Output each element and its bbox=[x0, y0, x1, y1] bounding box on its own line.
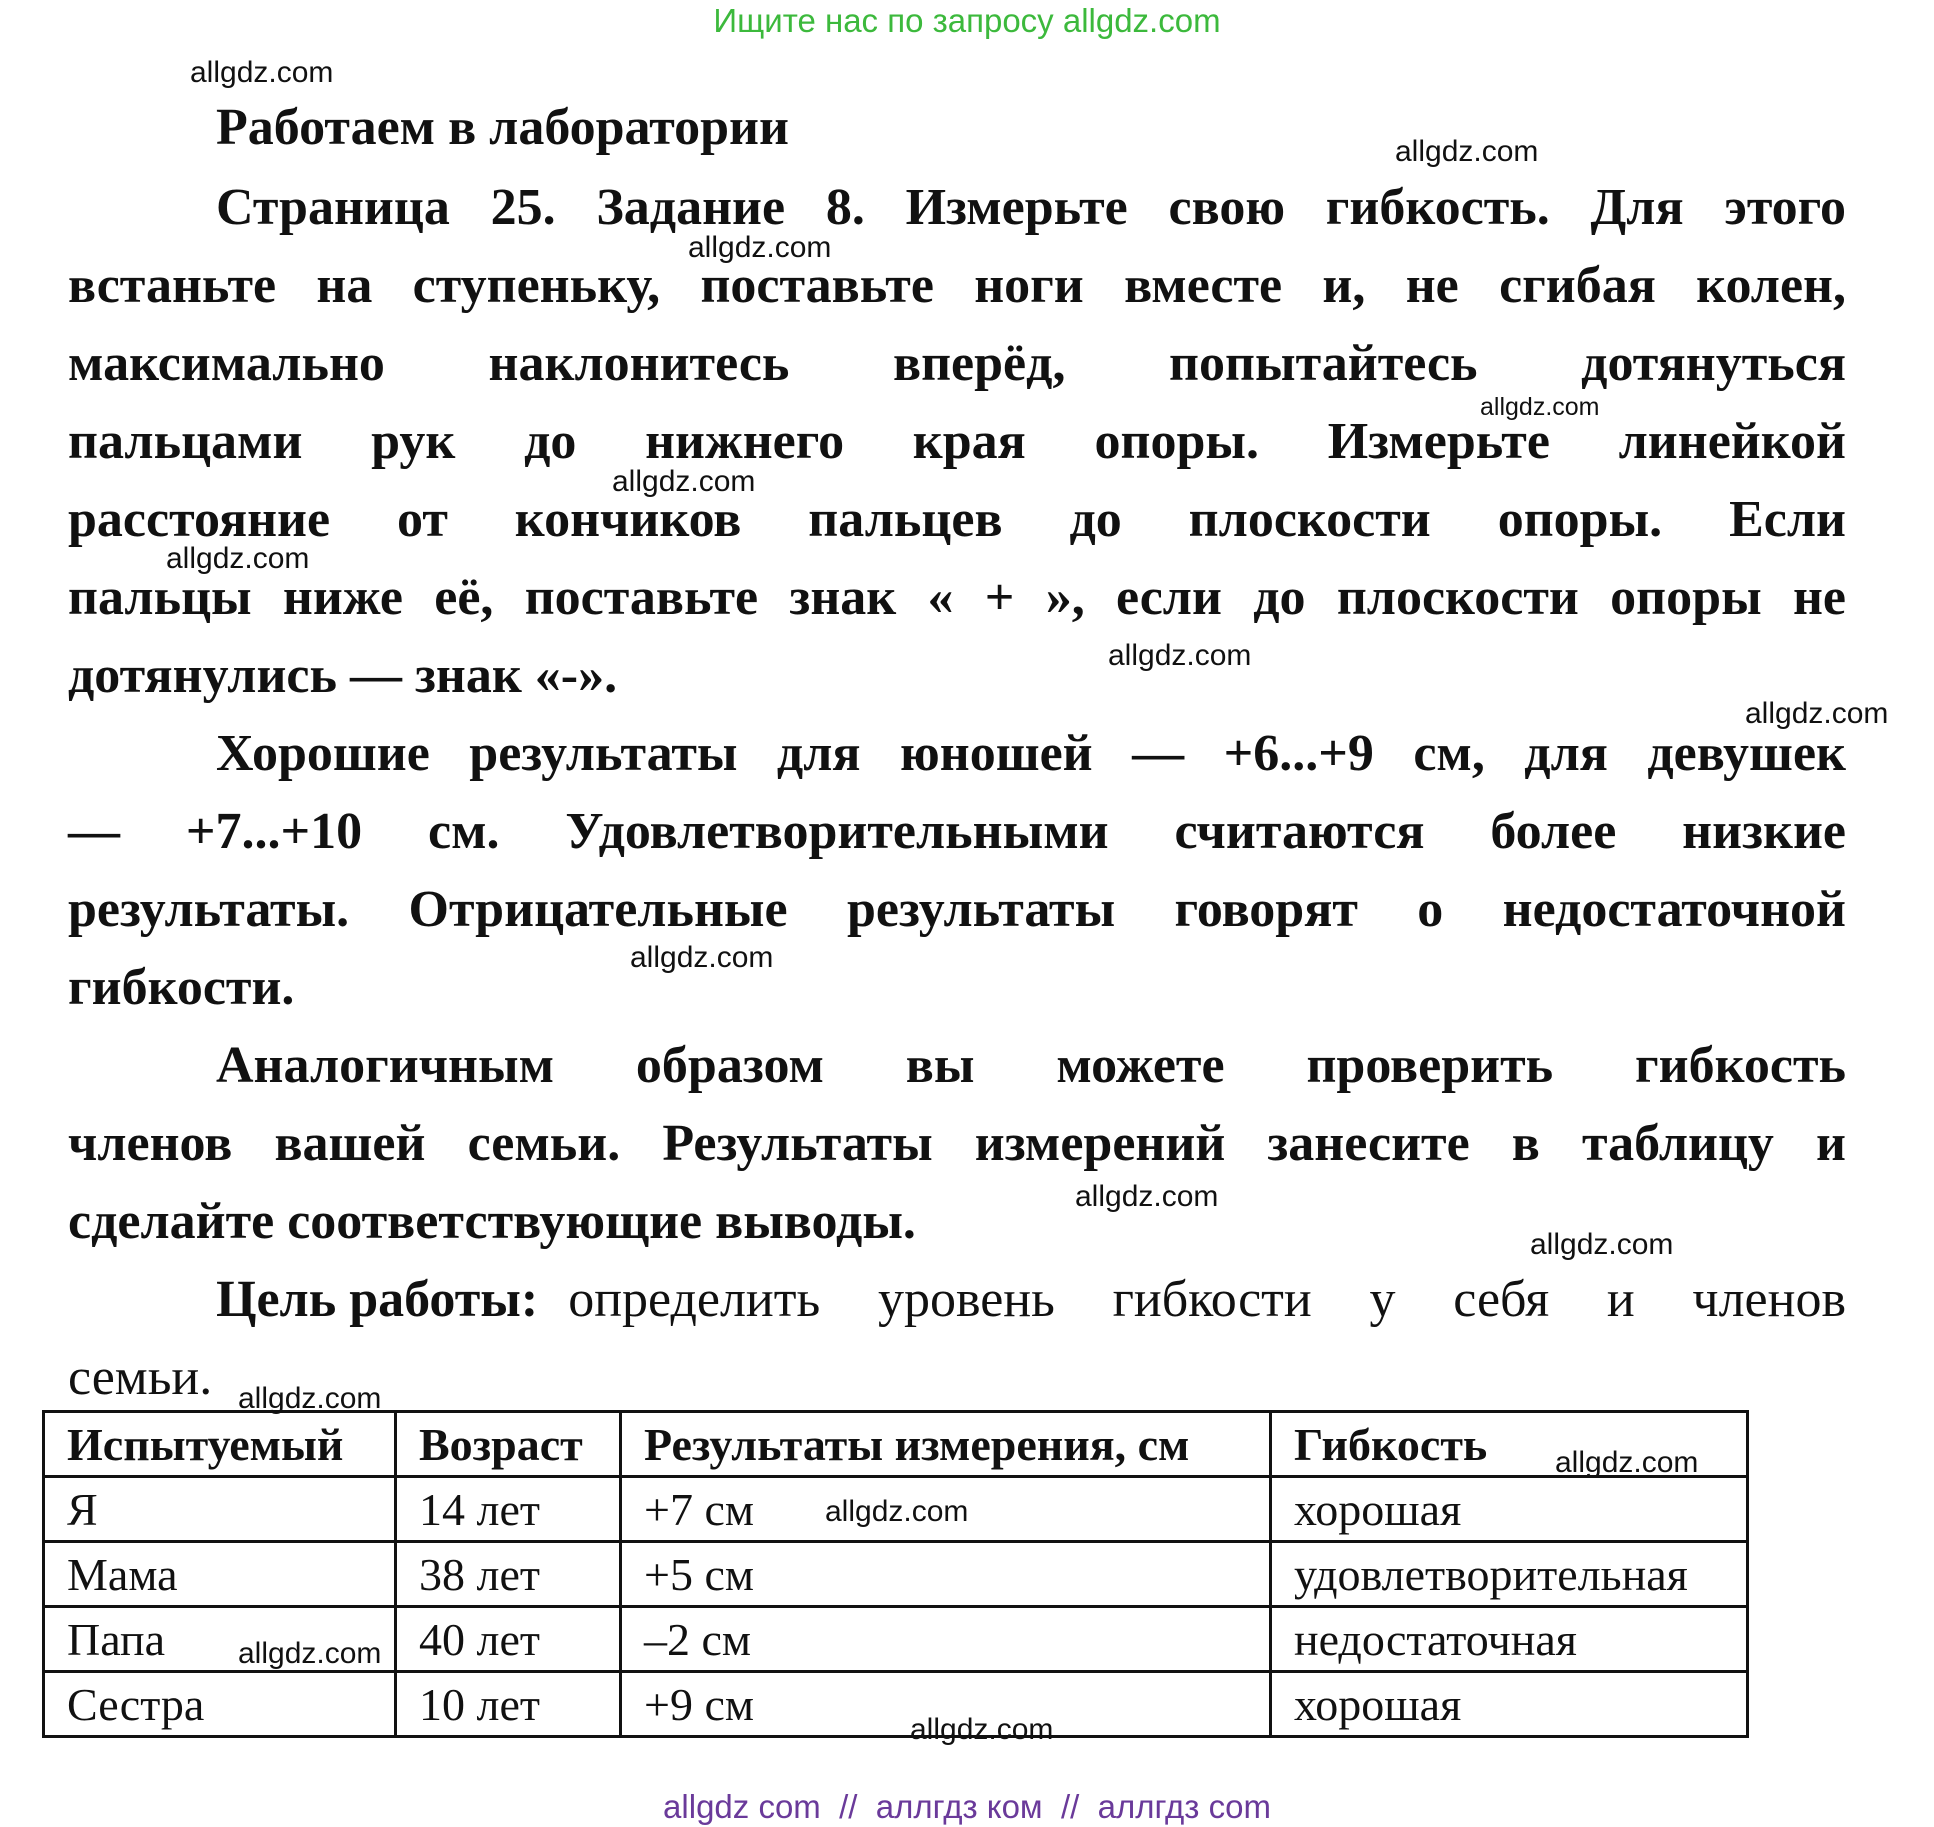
family-line: Аналогичным образом вы можете проверить гибкость bbox=[216, 1037, 1846, 1094]
cell-measurement: +9 см bbox=[621, 1672, 1271, 1737]
task-line: встаньте на ступеньку, поставьте ноги вместе и, не сгибая колен, bbox=[68, 257, 1846, 314]
watermark: allgdz.com bbox=[612, 465, 756, 498]
cell-subject: Я bbox=[44, 1477, 396, 1542]
watermark: allgdz.com bbox=[1075, 1180, 1219, 1213]
watermark: allgdz.com bbox=[1530, 1228, 1674, 1261]
watermark: allgdz.com bbox=[1480, 393, 1600, 421]
watermark: allgdz.com bbox=[190, 56, 334, 89]
watermark: allgdz.com bbox=[238, 1382, 382, 1415]
watermark: allgdz.com bbox=[1108, 639, 1252, 672]
results-line: результаты. Отрицательные результаты говорят о недостаточной bbox=[68, 881, 1846, 938]
watermark: allgdz.com bbox=[1555, 1446, 1699, 1479]
results-line: гибкости. bbox=[68, 959, 295, 1016]
footer-links: allgdz com // аллгдз ком // аллгдз com bbox=[663, 1788, 1271, 1825]
watermark: allgdz.com bbox=[825, 1495, 969, 1528]
top-banner: Ищите нас по запросу allgdz.com bbox=[713, 2, 1221, 39]
header-age: Возраст bbox=[396, 1412, 621, 1477]
cell-age: 40 лет bbox=[396, 1607, 621, 1672]
cell-measurement: +5 см bbox=[621, 1542, 1271, 1607]
watermark: allgdz.com bbox=[1395, 135, 1539, 168]
header-subject: Испытуемый bbox=[44, 1412, 396, 1477]
task-line: максимально наклонитесь вперёд, попытайтесь дотянуться bbox=[68, 335, 1846, 392]
watermark: allgdz.com bbox=[238, 1637, 382, 1670]
table-row bbox=[44, 1672, 1748, 1737]
table-header-row bbox=[44, 1412, 1748, 1477]
header-measurement: Результаты измерения, см bbox=[621, 1412, 1271, 1477]
goal-text: определить уровень гибкости у себя и членов bbox=[568, 1271, 1846, 1328]
cell-flexibility: недостаточная bbox=[1271, 1607, 1748, 1672]
goal-line bbox=[216, 1268, 1846, 1332]
family-line: сделайте соответствующие выводы. bbox=[68, 1193, 916, 1250]
cell-subject: Мама bbox=[44, 1542, 396, 1607]
header-flexibility: Гибкость bbox=[1271, 1412, 1748, 1477]
goal-continuation: семьи. bbox=[68, 1349, 213, 1406]
results-table bbox=[42, 1410, 1749, 1738]
section-heading: Работаем в лаборатории bbox=[216, 99, 789, 156]
watermark: allgdz.com bbox=[630, 941, 774, 974]
cell-flexibility: хорошая bbox=[1271, 1477, 1748, 1542]
task-line: дотянулись — знак «-». bbox=[68, 647, 618, 704]
cell-flexibility: хорошая bbox=[1271, 1672, 1748, 1737]
results-line: Хорошие результаты для юношей — +6...+9 см, для девушек bbox=[216, 725, 1846, 782]
task-line: расстояние от кончиков пальцев до плоскости опоры. Если bbox=[68, 491, 1846, 548]
cell-age: 14 лет bbox=[396, 1477, 621, 1542]
watermark: allgdz.com bbox=[910, 1713, 1054, 1746]
cell-measurement: –2 см bbox=[621, 1607, 1271, 1672]
cell-subject: Сестра bbox=[44, 1672, 396, 1737]
watermark: allgdz.com bbox=[166, 542, 310, 575]
watermark: allgdz.com bbox=[688, 231, 832, 264]
goal-label: Цель работы: bbox=[216, 1271, 539, 1328]
cell-flexibility: удовлетворительная bbox=[1271, 1542, 1748, 1607]
cell-age: 38 лет bbox=[396, 1542, 621, 1607]
family-line: членов вашей семьи. Результаты измерений занесите в таблицу и bbox=[68, 1115, 1846, 1172]
table-row bbox=[44, 1542, 1748, 1607]
cell-age: 10 лет bbox=[396, 1672, 621, 1737]
cell-subject: Папа bbox=[44, 1607, 396, 1672]
results-line: — +7...+10 см. Удовлетворительными считаются более низкие bbox=[68, 803, 1846, 860]
cell-measurement: +7 см bbox=[621, 1477, 1271, 1542]
task-line: Страница 25. Задание 8. Измерьте свою гибкость. Для этого bbox=[216, 179, 1846, 236]
watermark: allgdz.com bbox=[1745, 697, 1889, 730]
task-line: пальцами рук до нижнего края опоры. Измерьте линейкой bbox=[68, 413, 1846, 470]
task-line: пальцы ниже её, поставьте знак « + », если до плоскости опоры не bbox=[68, 569, 1846, 626]
